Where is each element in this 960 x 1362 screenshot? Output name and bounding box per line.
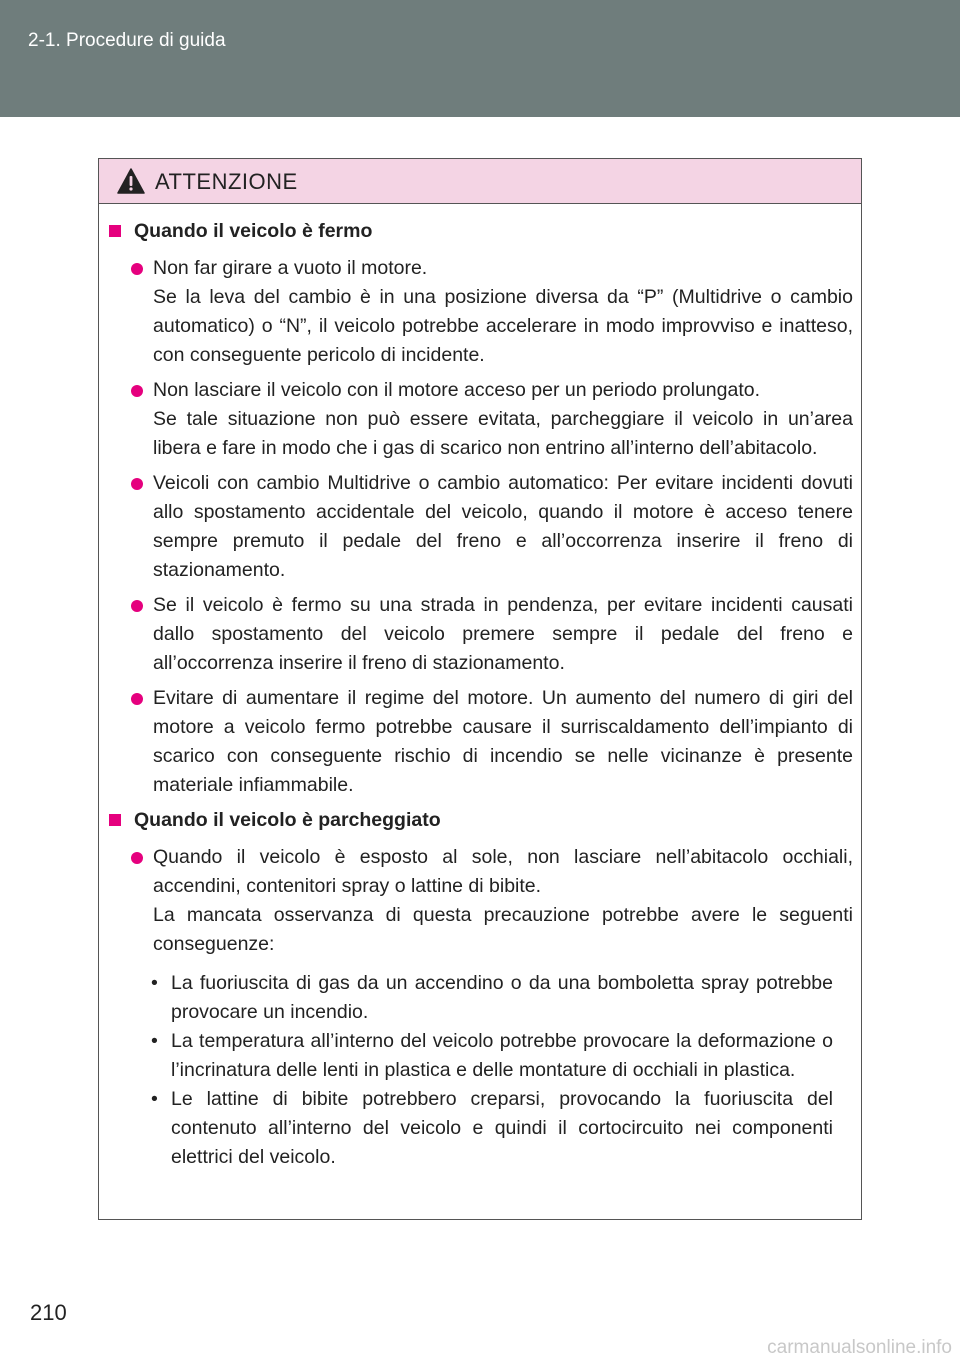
item-paragraph: Veicoli con cambio Multidrive o cambio automatico: Per evitare incidenti dovuti allo spostamento accidentale del veicolo, quando il motore è acceso tenere sempre premuto il pedale del freno e all’occorrenza inserire il freno di stazionamento. [153, 472, 853, 581]
warning-title: ATTENZIONE [155, 169, 298, 194]
sub-bullet-list [109, 969, 853, 1172]
list-item [109, 469, 853, 585]
item-paragraph: Evitare di aumentare il regime del motore. Un aumento del numero di giri del motore a veicolo fermo potrebbe causare il surriscaldamento dell’impianto di scarico con conseguente rischio di incendio se nelle vicinanze è presente materiale infiammabile. [153, 687, 853, 796]
list-item [109, 684, 853, 800]
section-heading [109, 217, 853, 246]
list-item [109, 376, 853, 463]
sub-bullet-text: La fuoriuscita di gas da un accendino o da una bomboletta spray potrebbe provocare un incendio. [171, 972, 833, 1023]
list-item [109, 591, 853, 678]
item-paragraph: Se il veicolo è fermo su una strada in pendenza, per evitare incidenti causati dallo spostamento del veicolo premere sempre il pedale del freno e all’occorrenza inserire il freno di stazionamento. [153, 594, 853, 674]
square-bullet-icon [109, 225, 121, 237]
small-bullet-icon: • [151, 1088, 158, 1110]
item-paragraph: La mancata osservanza di questa precauzione potrebbe avere le seguenti conseguenze: [153, 904, 853, 955]
section-heading [109, 806, 853, 835]
round-bullet-icon [131, 693, 143, 705]
warning-box [98, 158, 862, 1220]
sub-bullet-text: Le lattine di bibite potrebbero creparsi, provocando la fuoriuscita del contenuto all’interno del veicolo e quindi il cortocircuito nei componenti elettrici del veicolo. [171, 1088, 833, 1168]
item-paragraph: Non lasciare il veicolo con il motore acceso per un periodo prolungato. [153, 379, 761, 401]
round-bullet-icon [131, 263, 143, 275]
sub-bullet-item [109, 1027, 833, 1085]
warning-content [109, 217, 853, 1178]
round-bullet-icon [131, 385, 143, 397]
item-paragraph: Se tale situazione non può essere evitata, parcheggiare il veicolo in un’area libera e fare in modo che i gas di scarico non entrino all’interno dell’abitacolo. [153, 408, 853, 459]
square-bullet-icon [109, 814, 121, 826]
sub-bullet-item [109, 969, 833, 1027]
sub-bullet-item [109, 1085, 833, 1172]
round-bullet-icon [131, 478, 143, 490]
section-heading-text: Quando il veicolo è parcheggiato [134, 809, 441, 831]
round-bullet-icon [131, 852, 143, 864]
small-bullet-icon: • [151, 972, 158, 994]
page-header [0, 0, 960, 117]
warning-triangle-icon [117, 168, 145, 194]
page-number: 210 [30, 1300, 67, 1325]
section-heading-text: Quando il veicolo è fermo [134, 220, 373, 242]
watermark: carmanualsonline.info [767, 1337, 952, 1358]
round-bullet-icon [131, 600, 143, 612]
item-paragraph: Quando il veicolo è esposto al sole, non lasciare nell’abitacolo occhiali, accendini, contenitori spray o lattine di bibite. [153, 846, 853, 897]
list-item [109, 254, 853, 370]
section-title: 2-1. Procedure di guida [28, 30, 226, 51]
item-paragraph: Non far girare a vuoto il motore. [153, 257, 428, 279]
list-item [109, 843, 853, 1172]
sub-bullet-text: La temperatura all’interno del veicolo potrebbe provocare la deformazione o l’incrinatura delle lenti in plastica e delle montature di occhiali in plastica. [171, 1030, 833, 1081]
warning-header [99, 159, 861, 204]
small-bullet-icon: • [151, 1030, 158, 1052]
item-paragraph: Se la leva del cambio è in una posizione diversa da “P” (Multidrive o cambio automatico) o “N”, il veicolo potrebbe accelerare in modo improvviso e inatteso, con conseguente pericolo di incidente. [153, 286, 853, 366]
